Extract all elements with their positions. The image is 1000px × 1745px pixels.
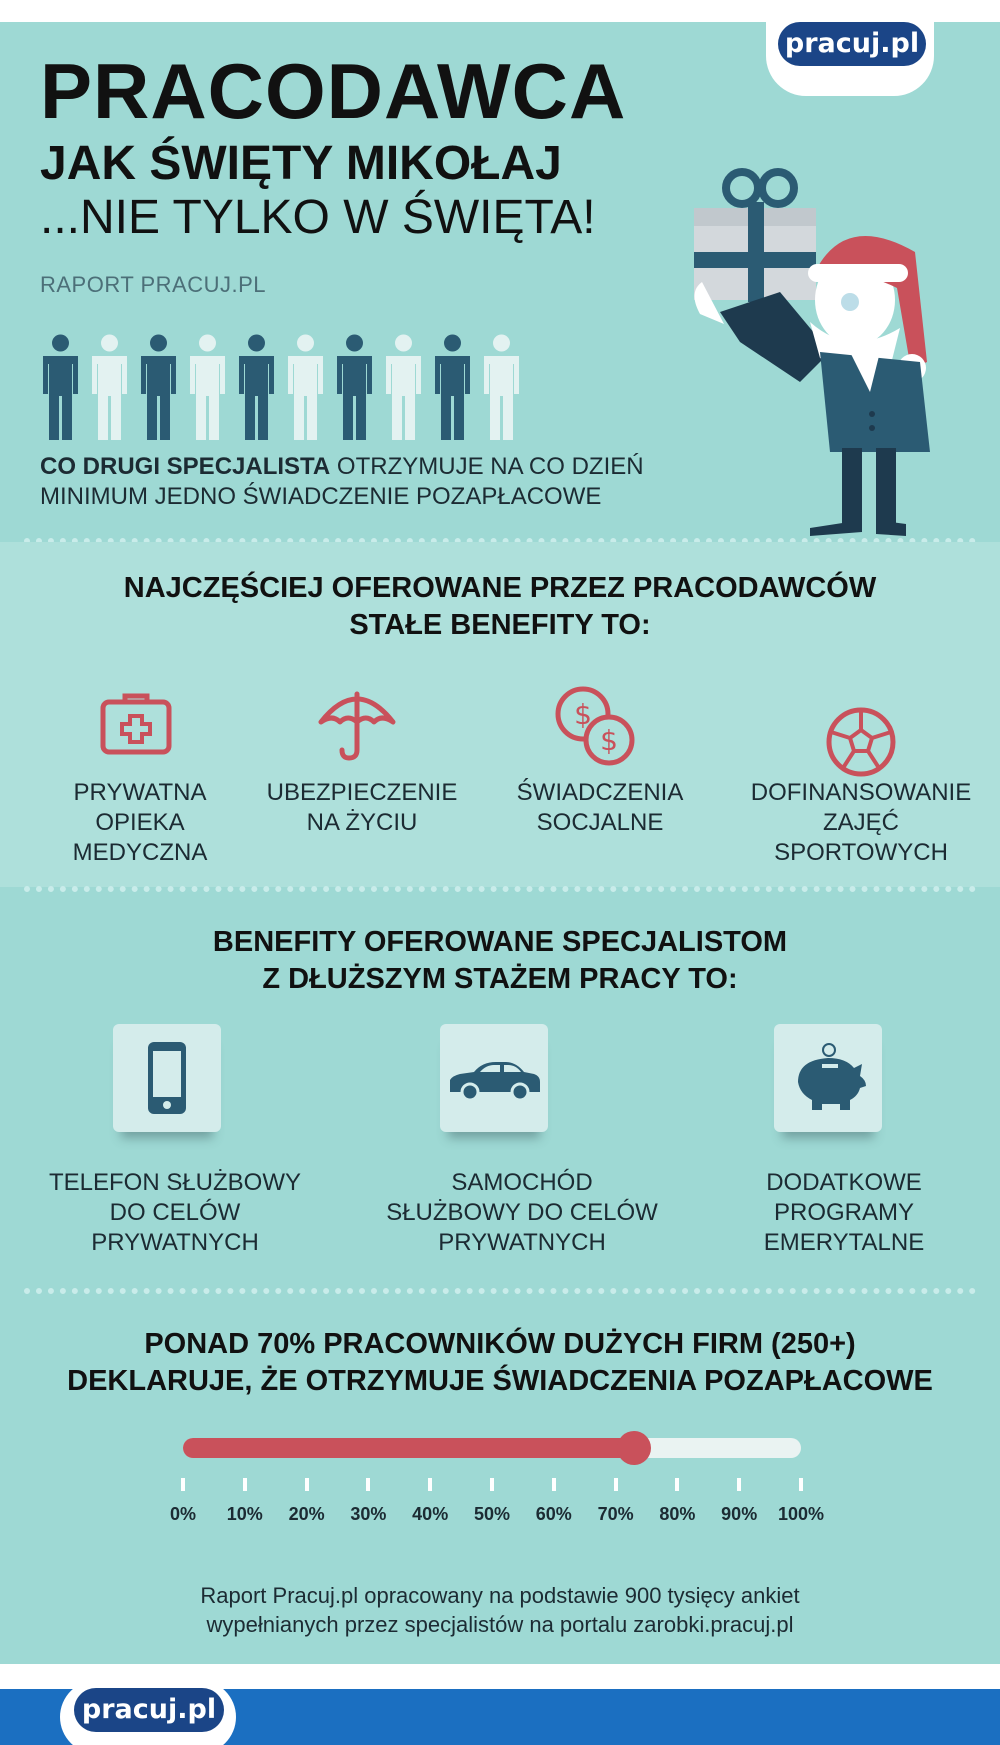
person-dark-icon — [40, 334, 81, 440]
scale-tick — [305, 1478, 309, 1491]
stat-line-2: MINIMUM JEDNO ŚWIADCZENIE POZAPŁACOWE — [40, 483, 602, 510]
car-icon — [446, 1062, 542, 1102]
benefit-life-insurance-line-1: UBEZPIECZENIE — [266, 779, 458, 806]
scale-tick — [428, 1478, 432, 1491]
benefit-pension-line-3: EMERYTALNE — [763, 1229, 925, 1256]
scale-label: 40% — [412, 1504, 449, 1524]
person-dark-icon — [138, 334, 179, 440]
scale-label: 10% — [226, 1504, 263, 1524]
scale-label: 50% — [473, 1504, 511, 1524]
senior-benefits-title-line-1: BENEFITY OFEROWANE SPECJALISTOM — [212, 926, 788, 958]
specialist-stat — [40, 452, 680, 512]
scale-tick — [366, 1478, 370, 1491]
footnote-line-2: wypełnianych przez specjalistów na portalu zarobki.pracuj.pl — [206, 1611, 794, 1637]
divider-dots — [24, 1288, 976, 1294]
benefit-sport — [736, 778, 986, 868]
scale-tick — [799, 1478, 803, 1491]
santa-gift-illustration — [680, 152, 960, 542]
benefit-sport-line-1: DOFINANSOWANIE — [750, 779, 972, 806]
senior-benefits-title-line-2: Z DŁUŻSZYM STAŻEM PRACY TO: — [262, 963, 738, 996]
header-logo[interactable]: pracuj.pl — [778, 22, 926, 66]
benefit-medical-line-2: OPIEKA — [95, 809, 185, 836]
benefit-pension-line-1: DODATKOWE — [766, 1169, 922, 1196]
benefit-pension-line-2: PROGRAMY — [773, 1199, 914, 1226]
fixed-benefits-title — [0, 570, 1000, 644]
benefit-pension — [724, 1168, 964, 1258]
divider-dots — [24, 886, 976, 892]
progress-fill — [183, 1438, 634, 1458]
benefit-car-line-2: SŁUŻBOWY DO CELÓW — [386, 1199, 658, 1226]
svg-text:$: $ — [574, 698, 592, 731]
large-firms-title-line-1: PONAD 70% PRACOWNIKÓW DUŻYCH FIRM (250+) — [144, 1328, 856, 1360]
scale-label: 90% — [721, 1504, 758, 1524]
title-line-2: JAK ŚWIĘTY MIKOŁAJ — [40, 137, 562, 190]
stat-rest: OTRZYMUJE NA CO DZIEŃ — [330, 453, 644, 480]
coins-icon — [553, 684, 637, 768]
scale-label: 20% — [288, 1504, 325, 1524]
stat-bold: CO DRUGI SPECJALISTA — [40, 453, 331, 480]
benefit-life-insurance — [262, 778, 462, 838]
person-light-icon — [285, 334, 326, 440]
footnote — [0, 1582, 1000, 1639]
football-icon — [825, 706, 897, 778]
infographic-page — [0, 22, 1000, 1745]
scale-label: 80% — [659, 1504, 696, 1524]
scale-tick — [737, 1478, 741, 1491]
title-line-3: ...NIE TYLKO W ŚWIĘTA! — [40, 191, 596, 244]
benefit-phone-line-3: PRYWATNYCH — [91, 1229, 259, 1256]
fixed-benefits-title-line-1: NAJCZĘŚCIEJ OFEROWANE PRZEZ PRACODAWCÓW — [123, 572, 877, 604]
phone-icon — [146, 1040, 188, 1116]
benefit-car — [362, 1168, 682, 1258]
scale-label: 30% — [350, 1504, 387, 1524]
benefit-social-line-2: SOCJALNE — [536, 809, 664, 836]
benefit-medical-line-1: PRYWATNA — [73, 779, 207, 806]
fixed-benefits-title-line-2: STAŁE BENEFITY TO: — [349, 609, 651, 642]
senior-benefits-title — [0, 924, 1000, 998]
person-dark-icon — [432, 334, 473, 440]
benefit-social-line-1: ŚWIADCZENIA — [516, 779, 684, 806]
large-firms-title — [0, 1326, 1000, 1400]
scale-label: 100% — [777, 1504, 825, 1524]
person-light-icon — [481, 334, 522, 440]
people-row — [40, 334, 522, 440]
scale-tick — [243, 1478, 247, 1491]
footer-logo[interactable]: pracuj.pl — [74, 1688, 224, 1732]
benefit-sport-line-2: ZAJĘĆ — [822, 809, 899, 836]
benefit-phone-line-2: DO CELÓW — [109, 1199, 241, 1226]
medical-kit-icon — [99, 690, 173, 756]
person-dark-icon — [334, 334, 375, 440]
benefit-car-line-3: PRYWATNYCH — [438, 1229, 606, 1256]
scale-label: 70% — [597, 1504, 634, 1524]
scale-tick — [181, 1478, 185, 1491]
report-label: RAPORT PRACUJ.PL — [40, 272, 267, 297]
benefit-phone-line-1: TELEFON SŁUŻBOWY — [48, 1169, 302, 1196]
piggy-bank-icon — [786, 1042, 872, 1112]
scale-label: 0% — [169, 1504, 196, 1524]
scale-label: 60% — [535, 1504, 572, 1524]
benefit-medical-line-3: MEDYCZNA — [72, 839, 208, 866]
person-light-icon — [383, 334, 424, 440]
scale-tick — [675, 1478, 679, 1491]
large-firms-title-line-2: DEKLARUJE, ŻE OTRZYMUJE ŚWIADCZENIA POZAPŁACOWE — [67, 1365, 933, 1398]
benefit-car-line-1: SAMOCHÓD — [451, 1169, 593, 1196]
person-dark-icon — [236, 334, 277, 440]
benefit-medical — [45, 778, 235, 868]
progress-knob — [617, 1431, 651, 1465]
benefit-phone — [30, 1168, 320, 1258]
footnote-line-1: Raport Pracuj.pl opracowany na podstawie 900 tysięcy ankiet — [200, 1583, 800, 1608]
scale-tick — [490, 1478, 494, 1491]
benefit-social — [500, 778, 700, 838]
title-line-1: PRACODAWCA — [40, 47, 627, 135]
scale-tick — [614, 1478, 618, 1491]
scale-tick — [552, 1478, 556, 1491]
svg-text:$: $ — [600, 724, 618, 757]
benefit-life-insurance-line-2: NA ŻYCIU — [306, 809, 418, 836]
person-light-icon — [187, 334, 228, 440]
person-light-icon — [89, 334, 130, 440]
benefit-sport-line-3: SPORTOWYCH — [774, 839, 948, 866]
umbrella-icon — [318, 686, 396, 762]
